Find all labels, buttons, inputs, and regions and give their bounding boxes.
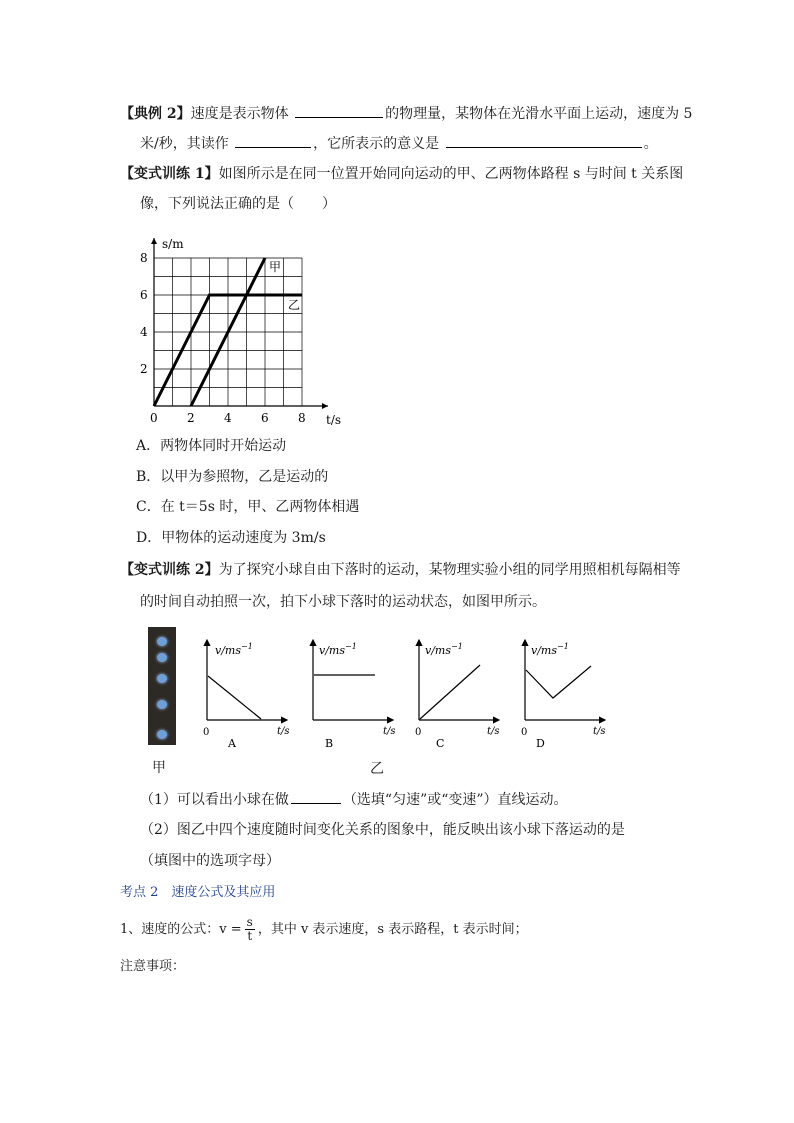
st-chart	[130, 222, 360, 427]
ball-2	[157, 653, 167, 662]
ball-5	[157, 730, 167, 739]
example2-text4: ，它所表示的意义是	[313, 136, 440, 152]
ball-4	[157, 700, 167, 709]
training1-option-d[interactable]: D．甲物体的运动速度为 3m/s	[136, 530, 326, 546]
formula-denominator: t	[247, 929, 253, 943]
speed-formula-line	[120, 914, 528, 946]
question-2: （2）图乙中四个速度随时间变化关系的图象中，能反映出该小球下落运动的是	[140, 822, 625, 838]
formula-numerator: s	[246, 915, 253, 929]
x-axis-arrow	[322, 403, 328, 409]
vt-a-xlabel: t/s	[277, 726, 290, 737]
notes-heading: 注意事项：	[120, 959, 186, 974]
training2-text2: 的时间自动拍照一次，拍下小球下落时的运动状态，如图甲所示。	[140, 594, 546, 610]
example2-line2	[140, 133, 658, 154]
ball-1	[157, 637, 167, 646]
y-tick-label-4: 4	[140, 325, 148, 339]
training1-option-a[interactable]: A．两物体同时开始运动	[136, 438, 287, 454]
y-tick-label-2: 2	[140, 362, 148, 376]
vt-a-letter: A	[228, 737, 236, 750]
question-1-blank[interactable]	[291, 789, 341, 804]
training1-tag: 【变式训练 1】	[120, 166, 219, 182]
vt-a-ylabel: $v/ms^{-1}$	[215, 642, 253, 657]
x-tick-label-4: 4	[224, 411, 232, 425]
vt-graph-c[interactable]	[415, 640, 500, 750]
vt-d-ylabel: $v/ms^{-1}$	[531, 642, 569, 657]
vt-c-letter: C	[436, 737, 445, 750]
training1-line2	[140, 194, 336, 214]
training2-line1	[120, 560, 681, 580]
question-1-text-a: （1）可以看出小球在做	[140, 792, 289, 808]
training2-line2	[140, 592, 546, 612]
vt-a-origin: 0	[203, 727, 210, 738]
st-axes	[151, 238, 328, 409]
training1-line1	[120, 164, 683, 184]
y-axis-label: s/m	[162, 237, 184, 251]
vt-d-xlabel: t/s	[593, 726, 606, 737]
x-tick-label-6: 6	[261, 411, 269, 425]
photo-label: 甲	[152, 760, 166, 776]
vt-c-ylabel: $v/ms^{-1}$	[425, 642, 463, 657]
vt-c-xlabel: t/s	[487, 726, 500, 737]
example2-text2: 的物理量，某物体在光滑水平面上运动，速度为 5	[385, 106, 693, 122]
example2-tag: 【典例 2】	[120, 106, 191, 122]
x-axis-label: t/s	[326, 413, 342, 427]
vt-graph-a[interactable]	[203, 640, 290, 750]
series-label-2: 乙	[288, 298, 301, 312]
training1-text1: 如图所示是在同一位置开始同向运动的甲、乙两物体路程 s 与时间 t 关系图	[218, 166, 684, 182]
section-title: 考点 2 速度公式及其应用	[120, 885, 276, 900]
series-label-1: 甲	[269, 260, 282, 274]
ball-3	[157, 674, 167, 683]
vt-b-ylabel: $v/ms^{-1}$	[319, 642, 357, 657]
vt-a-line	[208, 676, 261, 719]
falling-ball-photo	[148, 627, 176, 745]
example2-blank3[interactable]	[446, 133, 642, 148]
training2-text1: 为了探究小球自由下落时的运动，某物理实验小组的同学用照相机每隔相等	[218, 562, 681, 578]
x-tick-label-8: 8	[298, 411, 306, 425]
formula-v: v =	[219, 922, 242, 937]
example2-line1	[120, 103, 692, 124]
x-tick-label-0: 0	[150, 411, 158, 425]
x-tick-label-2: 2	[187, 411, 195, 425]
y-tick-label-8: 8	[140, 251, 148, 265]
vt-d-origin: 0	[521, 727, 528, 738]
vt-graphs	[195, 632, 615, 752]
vt-d-letter: D	[536, 737, 545, 750]
question-1	[140, 789, 568, 810]
y-tick-label-6: 6	[140, 288, 148, 302]
vt-d-line	[526, 666, 591, 698]
example2-text5: 。	[643, 136, 658, 152]
vt-graph-d[interactable]	[521, 640, 606, 750]
question-1-text-b: （选填“匀速”或“变速”）直线运动。	[342, 792, 568, 808]
example2-blank1[interactable]	[295, 103, 383, 118]
training1-option-b[interactable]: B．以甲为参照物，乙是运动的	[136, 469, 329, 485]
formula-suffix: ，其中 v 表示速度，s 表示路程，t 表示时间；	[257, 922, 528, 937]
formula-fraction	[245, 916, 255, 943]
formula-prefix: 1、速度的公式：	[120, 922, 220, 937]
vt-c-origin: 0	[415, 727, 422, 738]
example2-text1: 速度是表示物体	[190, 106, 289, 122]
question-2-cont: （填图中的选项字母）	[140, 853, 280, 869]
vt-c-line	[420, 665, 480, 719]
example2-text3: 米/秒，其读作	[140, 136, 229, 152]
vt-graph-b[interactable]	[313, 640, 396, 750]
training1-text2: 像，下列说法正确的是（ ）	[140, 196, 336, 212]
y-axis-arrow	[151, 238, 157, 244]
training2-tag: 【变式训练 2】	[120, 562, 219, 578]
training1-option-c[interactable]: C．在 t＝5s 时，甲、乙两物体相遇	[136, 499, 360, 515]
group-label: 乙	[370, 761, 384, 777]
vt-b-xlabel: t/s	[383, 726, 396, 737]
example2-blank2[interactable]	[235, 133, 311, 148]
vt-b-letter: B	[325, 737, 334, 750]
